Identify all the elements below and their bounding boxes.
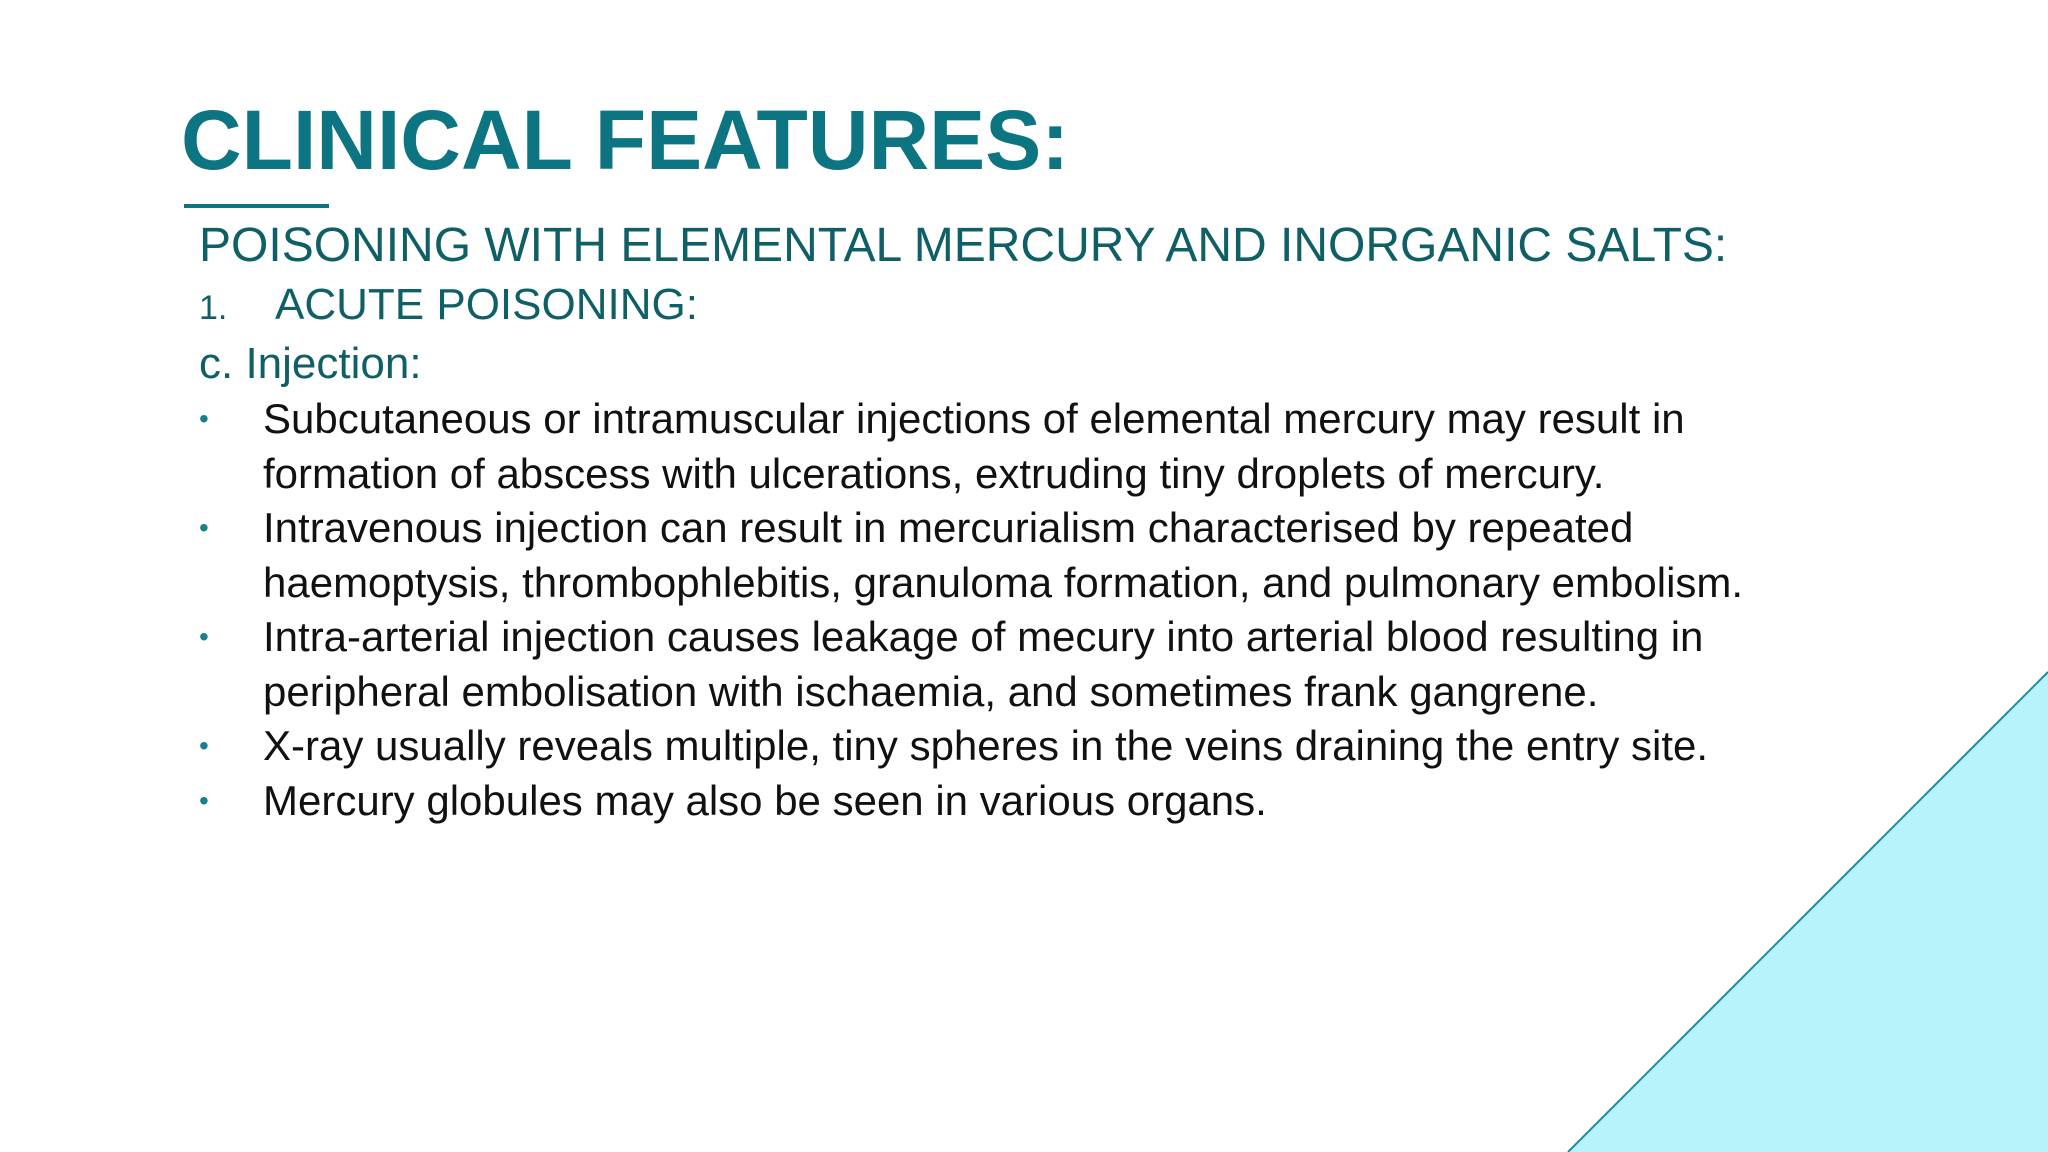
- section-subtitle: POISONING WITH ELEMENTAL MERCURY AND INORGANIC SALTS:: [199, 219, 1728, 272]
- bullet-icon: •: [199, 512, 209, 543]
- title-underline: [184, 204, 329, 208]
- bullet-text: Intravenous injection can result in mercurialism characterised by repeated haemoptysis, thrombophlebitis, granuloma formation, and pulmonary embolism.: [263, 504, 1744, 606]
- bullet-item: [199, 719, 1779, 774]
- sub-item-heading: c. Injection:: [199, 339, 422, 388]
- numbered-item-number: 1.: [199, 289, 228, 327]
- bullet-text: Intra-arterial injection causes leakage of mecury into arterial blood resulting in peripheral embolisation with ischaemia, and sometimes frank gangrene.: [263, 613, 1704, 715]
- bullet-icon: •: [199, 621, 209, 652]
- bullet-list: [199, 392, 1779, 828]
- bullet-item: [199, 392, 1779, 501]
- slide-content: [199, 215, 1779, 828]
- bullet-text: X-ray usually reveals multiple, tiny spheres in the veins draining the entry site.: [263, 722, 1709, 769]
- numbered-item-label: ACUTE POISONING:: [275, 280, 698, 329]
- bullet-icon: •: [199, 403, 209, 434]
- bullet-icon: •: [199, 784, 209, 816]
- bullet-item: [199, 501, 1779, 610]
- slide-title: CLINICAL FEATURES:: [181, 93, 1070, 187]
- bullet-text: Mercury globules may also be seen in various organs.: [263, 776, 1267, 824]
- numbered-item: [199, 277, 1779, 336]
- bullet-item: [199, 610, 1779, 719]
- bullet-text: Subcutaneous or intramuscular injections of elemental mercury may result in formation of abscess with ulcerations, extruding tiny droplets of mercury.: [263, 395, 1685, 497]
- bullet-item: [199, 774, 1779, 829]
- bullet-icon: •: [199, 730, 209, 761]
